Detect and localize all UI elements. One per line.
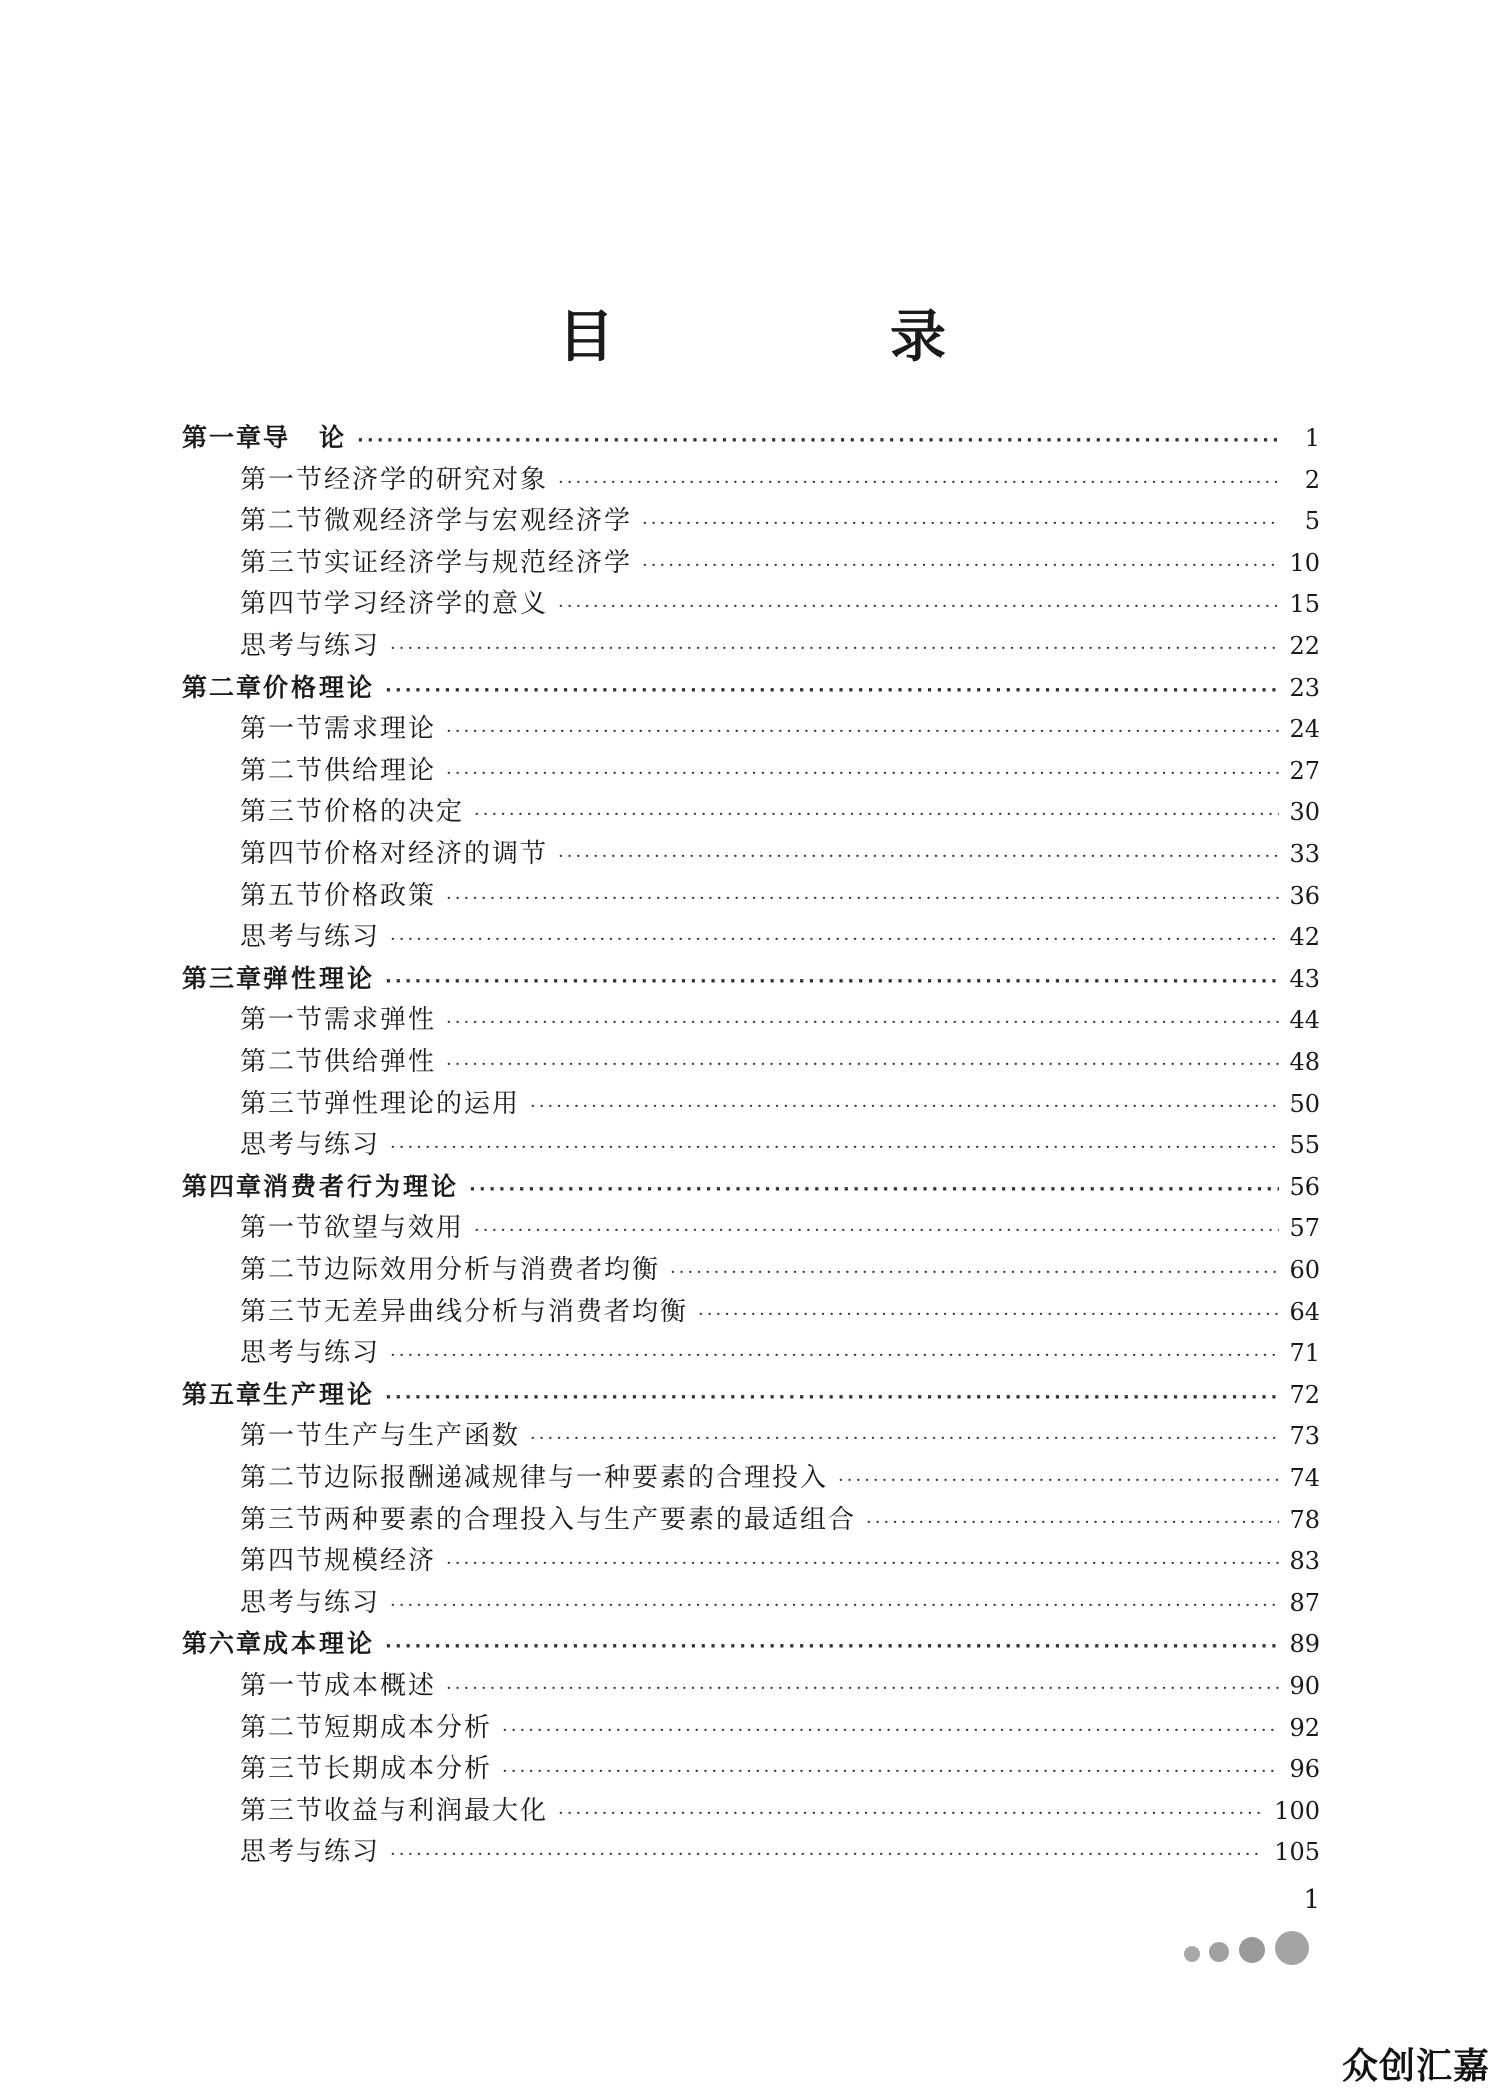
toc-entry-number: 第三节 — [240, 797, 325, 828]
toc-leader-dots — [390, 629, 1279, 669]
toc-entry-page: 22 — [1289, 632, 1320, 660]
toc-entry-number: 第一节 — [240, 1421, 325, 1452]
toc-section-row — [240, 1084, 1320, 1124]
toc-leader-dots — [446, 712, 1279, 752]
toc-exercise-row — [240, 1832, 1320, 1872]
toc-entry-page: 74 — [1289, 1464, 1320, 1492]
toc-section-row — [240, 876, 1320, 916]
toc-section-row — [240, 1416, 1320, 1456]
toc-entry-number: 第四节 — [240, 839, 325, 869]
toc-entry-title: 价格对经济的调节 — [324, 839, 549, 869]
toc-entry-number: 第六章 — [182, 1629, 264, 1659]
toc-entry-title: 经济学的研究对象 — [324, 464, 549, 495]
toc-leader-dots — [446, 1003, 1279, 1043]
toc-entry-number: 第一节 — [240, 1005, 325, 1036]
toc-entry-title: 学习经济学的意义 — [324, 589, 549, 620]
toc-entry-page: 56 — [1289, 1172, 1320, 1201]
toc-entry-page: 57 — [1289, 1214, 1320, 1243]
toc-entry-title: 无差异曲线分析与消费者均衡 — [324, 1296, 689, 1327]
toc-section-row — [240, 1250, 1320, 1290]
toc-leader-dots — [642, 504, 1280, 544]
toc-section-row — [240, 1208, 1320, 1248]
toc-leader-dots — [530, 1087, 1279, 1127]
toc-entry-title: 收益与利润最大化 — [324, 1795, 549, 1826]
toc-exercise-row — [240, 1125, 1320, 1165]
toc-entry-page: 44 — [1289, 1006, 1320, 1035]
toc-leader-dots — [558, 587, 1279, 627]
toc-entry-number: 第一节 — [240, 1671, 325, 1701]
toc-leader-dots — [446, 879, 1279, 919]
toc-leader-dots — [390, 1586, 1279, 1626]
toc-entry-number: 第二节 — [240, 1463, 325, 1493]
toc-section-row — [240, 584, 1320, 624]
toc-entry-title: 思考与练习 — [240, 922, 381, 953]
toc-entry-page: 89 — [1289, 1630, 1320, 1659]
toc-section-row — [240, 751, 1320, 791]
toc-entry-page: 100 — [1274, 1796, 1320, 1825]
toc-section-row — [240, 1708, 1320, 1748]
toc-entry-title: 需求理论 — [324, 714, 437, 745]
toc-entry-title: 边际报酬递减规律与一种要素的合理投入 — [324, 1463, 829, 1493]
toc-section-row — [240, 792, 1320, 832]
toc-entry-page: 96 — [1289, 1755, 1320, 1784]
toc-leader-dots — [390, 920, 1279, 960]
toc-exercise-row — [240, 1583, 1320, 1623]
toc-entry-title: 弹性理论 — [263, 963, 376, 993]
toc-section-row — [240, 1541, 1320, 1581]
toc-entry-number: 第三节 — [240, 1795, 325, 1826]
toc-entry-page: 2 — [1304, 465, 1320, 494]
toc-entry-number: 第三节 — [240, 1504, 325, 1535]
toc-leader-dots — [838, 1461, 1279, 1501]
toc-leader-dots — [446, 1045, 1279, 1085]
toc-entry-page: 24 — [1289, 715, 1320, 744]
toc-entry-title: 思考与练习 — [240, 1338, 381, 1369]
toc-entry-page: 83 — [1289, 1547, 1320, 1576]
toc-entry-number: 第三章 — [182, 963, 264, 993]
toc-leader-dots — [390, 1835, 1264, 1875]
toc-leader-dots — [698, 1295, 1279, 1335]
toc-leader-dots — [558, 1794, 1264, 1834]
toc-entry-page: 33 — [1289, 840, 1320, 868]
toc-entry-title: 边际效用分析与消费者均衡 — [324, 1255, 661, 1285]
toc-chapter-row — [182, 1624, 1320, 1664]
toc-entry-page: 60 — [1289, 1256, 1320, 1284]
toc-leader-dots — [474, 1211, 1279, 1251]
toc-entry-title: 消费者行为理论 — [263, 1171, 460, 1201]
toc-leader-dots — [385, 671, 1279, 711]
toc-section-row — [240, 460, 1320, 500]
toc-entry-title: 思考与练习 — [240, 631, 381, 661]
toc-entry-number: 第二节 — [240, 1255, 325, 1285]
toc-leader-dots — [474, 795, 1279, 835]
toc-entry-title: 实证经济学与规范经济学 — [324, 547, 633, 578]
toc-leader-dots — [558, 837, 1279, 877]
toc-entry-number: 第四章 — [182, 1171, 264, 1201]
toc-leader-dots — [385, 1378, 1279, 1418]
toc-entry-page: 72 — [1289, 1380, 1320, 1409]
toc-section-row — [240, 1000, 1320, 1040]
toc-entry-number: 第一节 — [240, 464, 325, 495]
toc-chapter-row — [182, 1375, 1320, 1415]
toc-section-row — [240, 1666, 1320, 1706]
toc-section-row — [240, 1749, 1320, 1789]
toc-entry-number: 第四节 — [240, 589, 325, 620]
toc-entry-page: 27 — [1289, 756, 1320, 785]
toc-leader-dots — [502, 1711, 1279, 1751]
toc-entry-page: 10 — [1289, 548, 1320, 577]
toc-entry-page: 30 — [1289, 798, 1320, 827]
toc-leader-dots — [446, 1669, 1279, 1709]
toc-entry-page: 23 — [1289, 673, 1320, 702]
toc-entry-title: 欲望与效用 — [324, 1213, 465, 1244]
toc-entry-title: 供给弹性 — [324, 1047, 437, 1077]
toc-entry-page: 42 — [1289, 923, 1320, 952]
toc-entry-title: 生产与生产函数 — [324, 1421, 521, 1452]
toc-chapter-row — [182, 959, 1320, 999]
toc-entry-title: 价格政策 — [324, 880, 437, 911]
toc-entry-page: 5 — [1304, 507, 1320, 536]
toc-entry-number: 第二节 — [240, 1047, 325, 1077]
toc-entry-number: 第二节 — [240, 1712, 325, 1743]
toc-section-row — [240, 709, 1320, 749]
toc-entry-number: 第一节 — [240, 1213, 325, 1244]
toc-leader-dots — [670, 1253, 1279, 1293]
toc-entry-number: 第一节 — [240, 714, 325, 745]
toc-entry-title: 微观经济学与宏观经济学 — [324, 506, 633, 537]
toc-leader-dots — [385, 1627, 1279, 1667]
toc-entry-number: 第五章 — [182, 1379, 264, 1409]
toc-leader-dots — [530, 1419, 1279, 1459]
toc-entry-page: 48 — [1289, 1048, 1320, 1076]
toc-entry-title: 两种要素的合理投入与生产要素的最适组合 — [324, 1504, 857, 1535]
toc-leader-dots — [385, 962, 1279, 1002]
toc-entry-title: 成本概述 — [324, 1671, 437, 1701]
toc-entry-page: 50 — [1289, 1089, 1320, 1118]
toc-leader-dots — [390, 1336, 1279, 1376]
toc-leader-dots — [558, 463, 1280, 503]
toc-entry-page: 92 — [1289, 1713, 1320, 1742]
toc-entry-title: 导 论 — [263, 423, 348, 452]
page-number: 1 — [1303, 1885, 1320, 1915]
watermark-logo: 众创汇嘉 — [1341, 2046, 1490, 2087]
toc-entry-page: 105 — [1274, 1838, 1320, 1867]
toc-entry-title: 思考与练习 — [240, 1587, 381, 1618]
toc-leader-dots — [866, 1503, 1279, 1543]
toc-chapter-row — [182, 1167, 1320, 1207]
toc-section-row — [240, 834, 1320, 874]
toc-leader-dots — [446, 754, 1279, 794]
toc-leader-dots — [642, 546, 1279, 586]
page-title: 目 录 — [558, 305, 1056, 370]
toc-entry-number: 第二章 — [182, 672, 264, 702]
toc-entry-title: 生产理论 — [263, 1379, 376, 1409]
toc-entry-page: 87 — [1289, 1588, 1320, 1617]
toc-entry-page: 73 — [1289, 1422, 1320, 1451]
toc-entry-title: 弹性理论的运用 — [324, 1088, 521, 1119]
toc-entry-title: 价格理论 — [263, 672, 376, 702]
toc-entry-title: 长期成本分析 — [324, 1754, 493, 1785]
toc-entry-number: 第二节 — [240, 506, 325, 537]
toc-entry-page: 15 — [1289, 590, 1320, 619]
toc-entry-title: 价格的决定 — [324, 797, 465, 828]
toc-entry-number: 第三节 — [240, 547, 325, 578]
toc-section-row — [240, 543, 1320, 583]
toc-exercise-row — [240, 1333, 1320, 1373]
toc-chapter-row — [182, 668, 1320, 708]
toc-entry-page: 78 — [1289, 1505, 1320, 1534]
toc-section-row — [240, 1292, 1320, 1332]
toc-entry-page: 55 — [1289, 1131, 1320, 1160]
toc-entry-title: 供给理论 — [324, 755, 437, 786]
toc-entry-page: 71 — [1289, 1339, 1320, 1368]
toc-entry-number: 第三节 — [240, 1296, 325, 1327]
toc-entry-number: 第三节 — [240, 1088, 325, 1119]
toc-entry-title: 思考与练习 — [240, 1130, 381, 1161]
toc-entry-title: 需求弹性 — [324, 1005, 437, 1036]
toc-leader-dots — [390, 1128, 1279, 1168]
toc-entry-number: 第二节 — [240, 755, 325, 786]
toc-entry-number: 第三节 — [240, 1754, 325, 1785]
toc-leader-dots — [502, 1752, 1279, 1792]
toc-leader-dots — [469, 1170, 1279, 1210]
toc-entry-number: 第一章 — [182, 423, 264, 452]
toc-exercise-row — [240, 917, 1320, 957]
toc-entry-page: 90 — [1289, 1672, 1320, 1700]
toc-section-row — [240, 1458, 1320, 1498]
toc-leader-dots — [446, 1544, 1279, 1584]
decorative-dots-icon — [1180, 1930, 1320, 1970]
toc-section-row — [240, 1042, 1320, 1082]
toc-entry-title: 短期成本分析 — [324, 1712, 493, 1743]
toc-exercise-row — [240, 626, 1320, 666]
toc-entry-page: 64 — [1289, 1297, 1320, 1326]
toc-section-row — [240, 1500, 1320, 1540]
toc-section-row — [240, 1791, 1320, 1831]
toc-entry-page: 36 — [1289, 881, 1320, 910]
toc-entry-title: 思考与练习 — [240, 1837, 381, 1868]
toc-section-row — [240, 501, 1320, 541]
toc-entry-page: 1 — [1304, 424, 1320, 452]
toc-entry-page: 43 — [1289, 964, 1320, 993]
toc-chapter-row — [182, 418, 1320, 458]
toc-entry-number: 第五节 — [240, 880, 325, 911]
toc-leader-dots — [357, 421, 1280, 461]
toc-entry-title: 规模经济 — [324, 1546, 437, 1577]
toc-entry-number: 第四节 — [240, 1546, 325, 1577]
toc-entry-title: 成本理论 — [263, 1629, 376, 1659]
